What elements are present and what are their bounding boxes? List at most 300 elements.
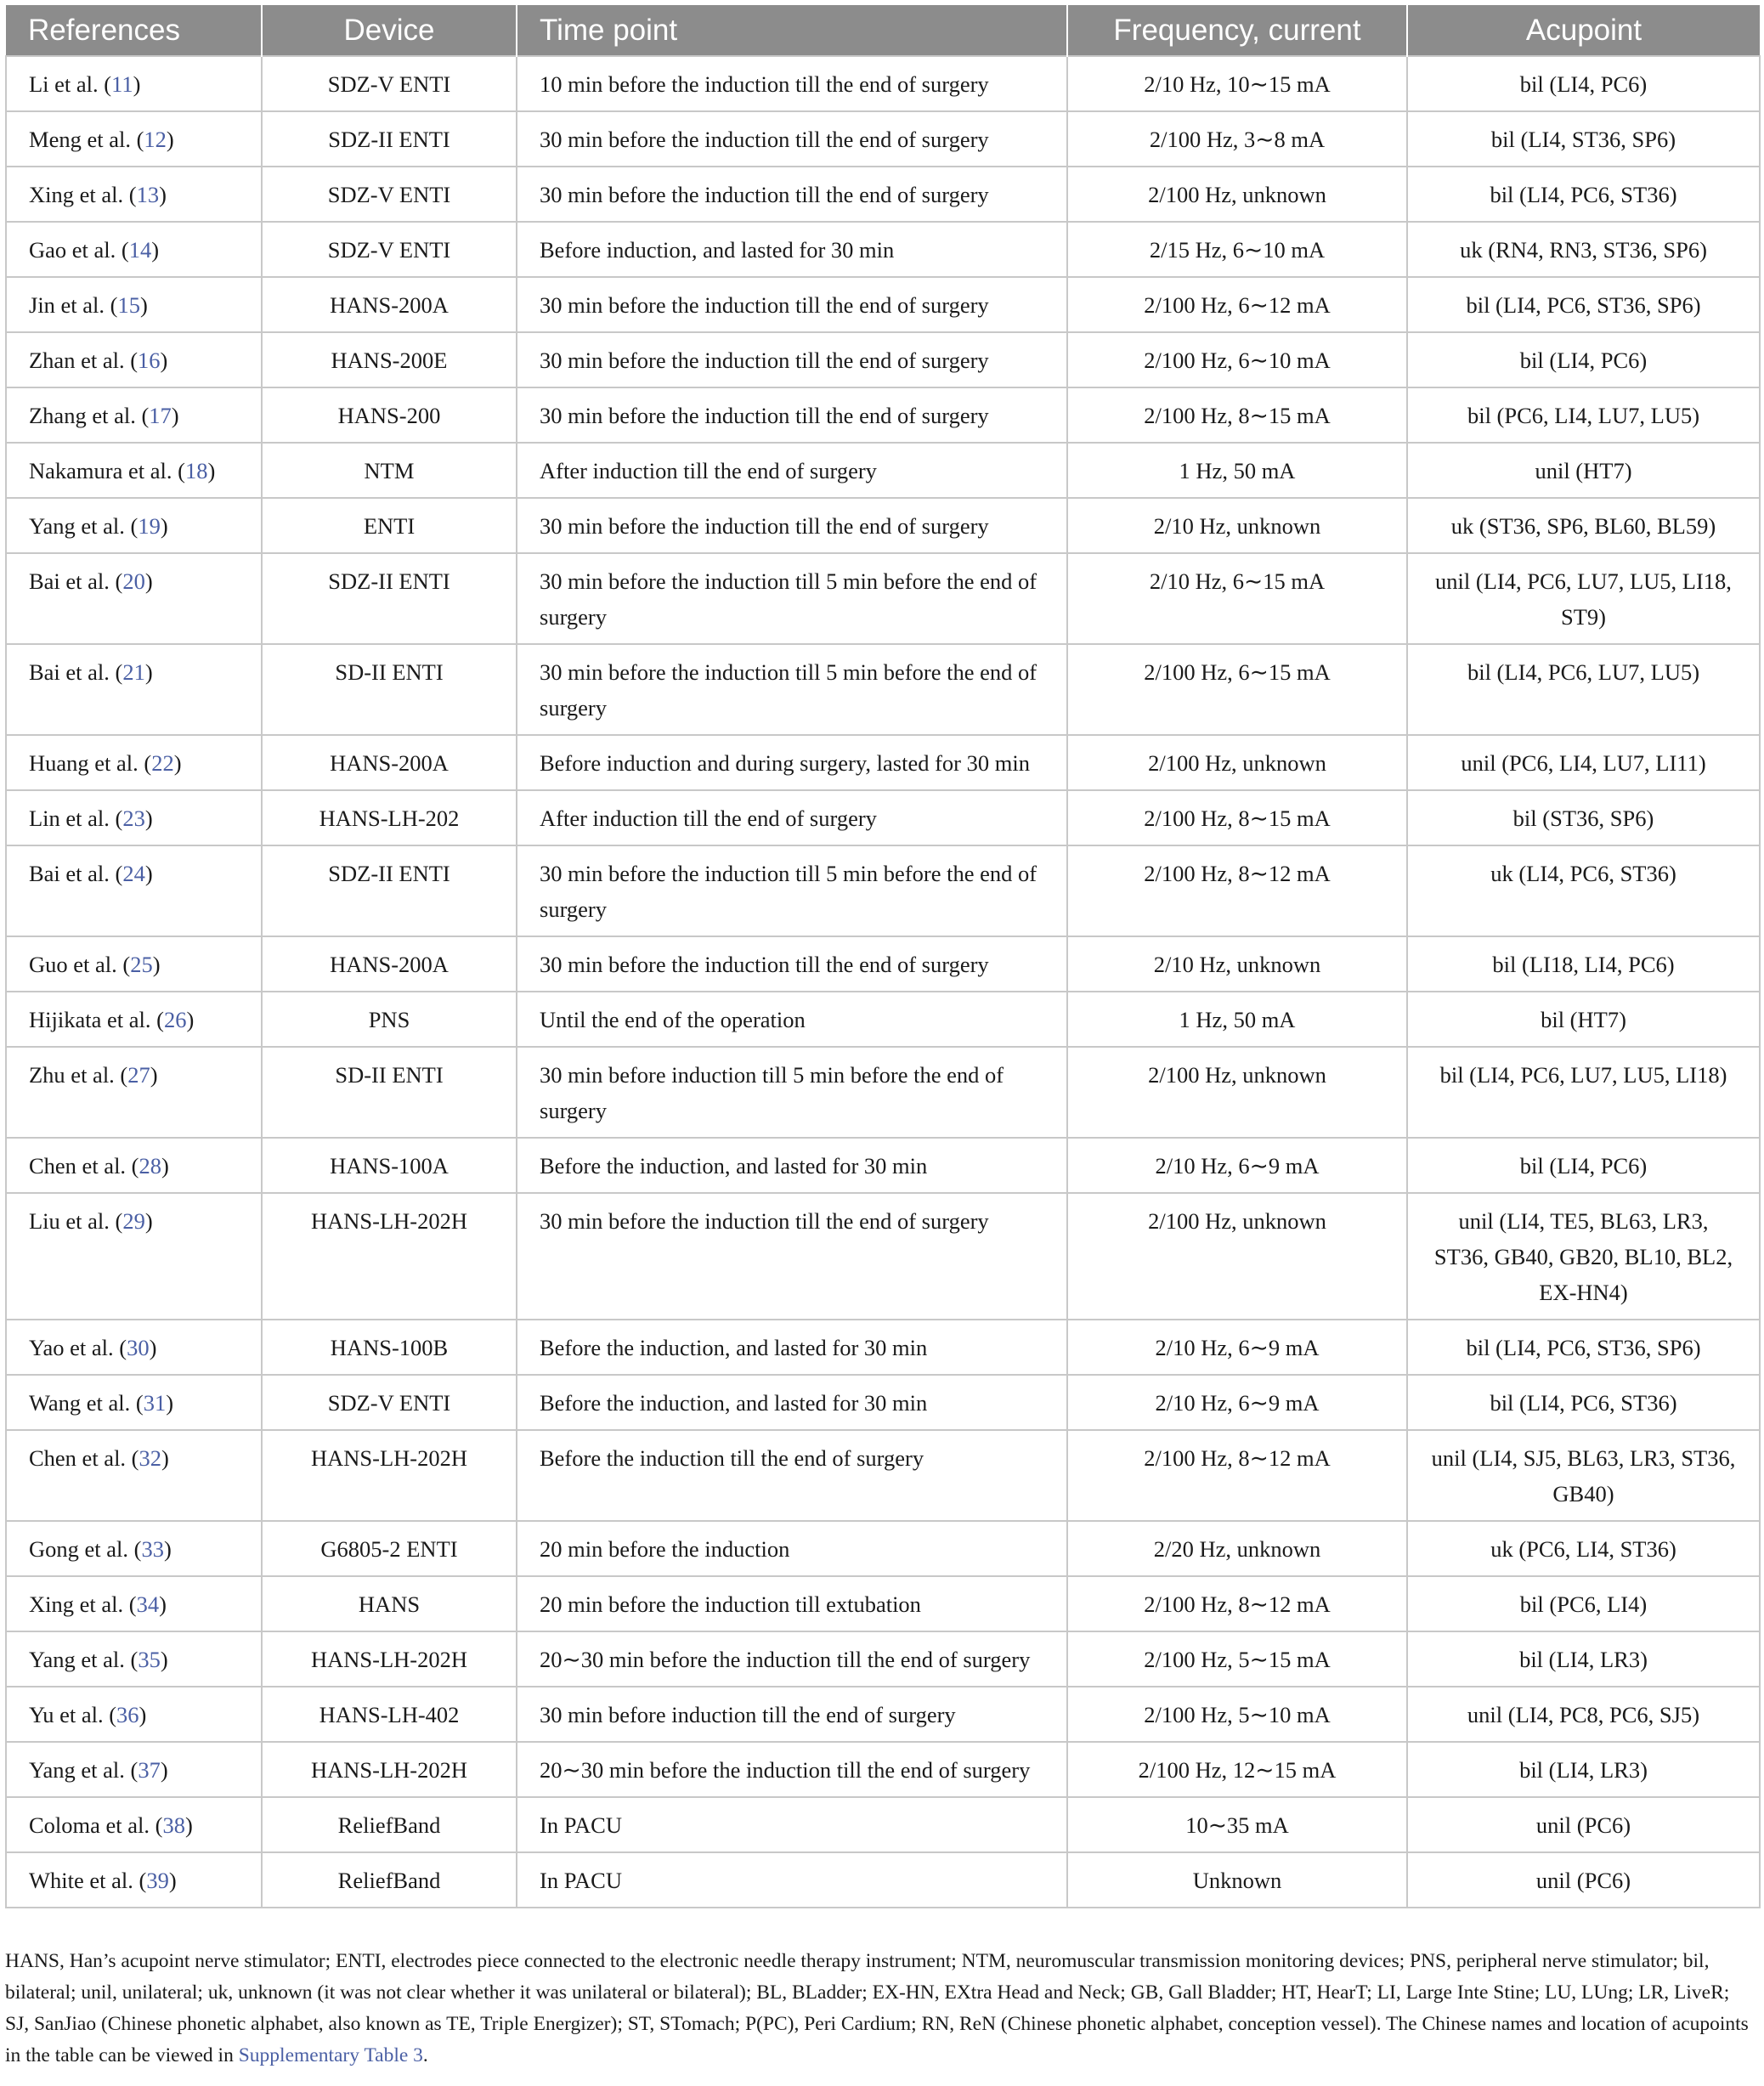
reference-author: Huang et al. ( xyxy=(29,750,152,776)
table-row xyxy=(6,936,1760,992)
acupoint-text: bil (LI4, PC6, ST36, SP6) xyxy=(1466,292,1701,318)
reference-number-link[interactable]: 14 xyxy=(128,237,152,263)
reference-author: Bai et al. ( xyxy=(29,568,123,594)
reference-number-link[interactable]: 32 xyxy=(139,1445,162,1471)
cell-reference xyxy=(6,167,262,222)
reference-author: Guo et al. ( xyxy=(29,952,131,977)
table-row xyxy=(6,1852,1760,1908)
table-row xyxy=(6,1521,1760,1576)
reference-number-link[interactable]: 29 xyxy=(122,1208,145,1234)
cell-reference xyxy=(6,735,262,790)
table-row xyxy=(6,1797,1760,1852)
reference-number-link[interactable]: 30 xyxy=(127,1335,150,1360)
time-point-text: In PACU xyxy=(540,1812,622,1838)
time-point-text: After induction till the end of surgery xyxy=(540,806,877,831)
cell-frequency-current xyxy=(1067,1430,1407,1521)
reference-close-paren: ) xyxy=(144,568,153,594)
cell-time-point xyxy=(517,1797,1067,1852)
cell-reference xyxy=(6,1193,262,1320)
cell-device xyxy=(262,644,517,735)
frequency-text: 2/100 Hz, 3∼8 mA xyxy=(1149,127,1326,152)
cell-device xyxy=(262,1375,517,1430)
cell-frequency-current xyxy=(1067,498,1407,553)
table-row xyxy=(6,1193,1760,1320)
cell-device xyxy=(262,1631,517,1687)
cell-device xyxy=(262,936,517,992)
acupoint-text: unil (LI4, PC8, PC6, SJ5) xyxy=(1467,1702,1700,1727)
cell-device xyxy=(262,1576,517,1631)
time-point-text: 30 min before the induction till 5 min before the end of surgery xyxy=(540,659,1037,721)
cell-frequency-current xyxy=(1067,1687,1407,1742)
cell-device xyxy=(262,553,517,644)
device-text: SD-II ENTI xyxy=(335,1062,444,1088)
references-table xyxy=(5,5,1761,1908)
device-text: HANS-LH-202H xyxy=(310,1445,467,1471)
device-text: HANS-200 xyxy=(337,403,441,428)
acupoint-text: bil (HT7) xyxy=(1541,1007,1626,1032)
reference-close-paren: ) xyxy=(171,403,179,428)
cell-frequency-current xyxy=(1067,1193,1407,1320)
reference-close-paren: ) xyxy=(168,1868,177,1893)
cell-time-point xyxy=(517,277,1067,332)
acupoint-text: uk (LI4, PC6, ST36) xyxy=(1490,861,1676,886)
cell-time-point xyxy=(517,1687,1067,1742)
frequency-text: 2/100 Hz, 5∼15 mA xyxy=(1144,1647,1331,1672)
cell-time-point xyxy=(517,1852,1067,1908)
reference-number-link[interactable]: 35 xyxy=(138,1647,161,1672)
header-references: References xyxy=(6,5,262,56)
footnote-end: . xyxy=(422,2044,428,2066)
acupoint-text: bil (LI4, PC6, ST36) xyxy=(1490,1390,1677,1416)
device-text: HANS-LH-202H xyxy=(310,1208,467,1234)
time-point-text: Before the induction, and lasted for 30 min xyxy=(540,1335,928,1360)
frequency-text: 2/100 Hz, unknown xyxy=(1148,1062,1326,1088)
frequency-text: 2/10 Hz, unknown xyxy=(1153,952,1321,977)
frequency-text: 2/100 Hz, unknown xyxy=(1148,750,1326,776)
cell-time-point xyxy=(517,1576,1067,1631)
cell-device xyxy=(262,1193,517,1320)
table-row xyxy=(6,1375,1760,1430)
frequency-text: 2/100 Hz, 8∼12 mA xyxy=(1144,861,1331,886)
cell-reference xyxy=(6,1320,262,1375)
references-table-container xyxy=(5,5,1759,1908)
device-text: HANS-100B xyxy=(330,1335,449,1360)
acupoint-text: unil (LI4, PC6, LU7, LU5, LI18, ST9) xyxy=(1435,568,1732,630)
time-point-text: Before the induction, and lasted for 30 min xyxy=(540,1153,928,1179)
cell-reference xyxy=(6,1687,262,1742)
reference-number-link[interactable]: 23 xyxy=(122,806,145,831)
cell-time-point xyxy=(517,1193,1067,1320)
frequency-text: 2/100 Hz, 5∼10 mA xyxy=(1144,1702,1331,1727)
cell-acupoint xyxy=(1407,936,1760,992)
cell-device xyxy=(262,992,517,1047)
cell-time-point xyxy=(517,1320,1067,1375)
cell-time-point xyxy=(517,1138,1067,1193)
reference-author: Gao et al. ( xyxy=(29,237,129,263)
reference-number-link[interactable]: 28 xyxy=(139,1153,162,1179)
header-time-point: Time point xyxy=(517,5,1067,56)
reference-number-link[interactable]: 19 xyxy=(138,513,161,539)
cell-reference xyxy=(6,1631,262,1687)
table-row xyxy=(6,1631,1760,1687)
device-text: HANS-200E xyxy=(331,348,448,373)
cell-time-point xyxy=(517,332,1067,387)
table-row xyxy=(6,1138,1760,1193)
acupoint-text: unil (HT7) xyxy=(1535,458,1632,483)
cell-reference xyxy=(6,222,262,277)
time-point-text: Before the induction till the end of surgery xyxy=(540,1445,924,1471)
cell-device xyxy=(262,111,517,167)
cell-frequency-current xyxy=(1067,222,1407,277)
cell-reference xyxy=(6,1138,262,1193)
cell-device xyxy=(262,1047,517,1138)
reference-author: Coloma et al. ( xyxy=(29,1812,163,1838)
acupoint-text: uk (ST36, SP6, BL60, BL59) xyxy=(1450,513,1716,539)
time-point-text: 30 min before the induction till the end of surgery xyxy=(540,292,989,318)
reference-close-paren: ) xyxy=(160,1647,168,1672)
cell-frequency-current xyxy=(1067,1852,1407,1908)
acupoint-text: unil (PC6, LI4, LU7, LI11) xyxy=(1461,750,1706,776)
cell-device xyxy=(262,277,517,332)
reference-close-paren: ) xyxy=(160,513,168,539)
cell-frequency-current xyxy=(1067,277,1407,332)
acupoint-text: bil (LI4, PC6) xyxy=(1519,348,1648,373)
time-point-text: 30 min before the induction till 5 min before the end of surgery xyxy=(540,861,1037,922)
time-point-text: 20∼30 min before the induction till the end of surgery xyxy=(540,1757,1031,1783)
reference-number-link[interactable]: 27 xyxy=(127,1062,150,1088)
device-text: ENTI xyxy=(363,513,416,539)
cell-device xyxy=(262,222,517,277)
reference-number-link[interactable]: 21 xyxy=(122,659,145,685)
device-text: ReliefBand xyxy=(337,1812,441,1838)
cell-acupoint xyxy=(1407,644,1760,735)
reference-number-link[interactable]: 17 xyxy=(149,403,172,428)
device-text: HANS-LH-202H xyxy=(310,1757,467,1783)
time-point-text: 30 min before the induction till the end of surgery xyxy=(540,127,989,152)
cell-acupoint xyxy=(1407,1631,1760,1687)
frequency-text: 10∼35 mA xyxy=(1185,1812,1289,1838)
reference-number-link[interactable]: 39 xyxy=(146,1868,169,1893)
cell-reference xyxy=(6,1430,262,1521)
table-footnote xyxy=(5,1946,1756,2072)
reference-close-paren: ) xyxy=(144,659,153,685)
cell-frequency-current xyxy=(1067,332,1407,387)
cell-frequency-current xyxy=(1067,790,1407,845)
cell-frequency-current xyxy=(1067,443,1407,498)
cell-frequency-current xyxy=(1067,1576,1407,1631)
cell-acupoint xyxy=(1407,1320,1760,1375)
cell-time-point xyxy=(517,167,1067,222)
acupoint-text: uk (RN4, RN3, ST36, SP6) xyxy=(1460,237,1707,263)
time-point-text: 10 min before the induction till the end of surgery xyxy=(540,71,989,97)
frequency-text: 2/100 Hz, 6∼15 mA xyxy=(1144,659,1331,685)
cell-reference xyxy=(6,387,262,443)
acupoint-text: bil (PC6, LI4) xyxy=(1519,1591,1648,1617)
cell-device xyxy=(262,1742,517,1797)
frequency-text: 2/100 Hz, 6∼12 mA xyxy=(1144,292,1331,318)
acupoint-text: bil (LI4, PC6, LU7, LU5) xyxy=(1467,659,1700,685)
cell-acupoint xyxy=(1407,1687,1760,1742)
device-text: HANS-200A xyxy=(330,952,449,977)
cell-reference xyxy=(6,111,262,167)
frequency-text: 1 Hz, 50 mA xyxy=(1179,1007,1296,1032)
cell-device xyxy=(262,167,517,222)
cell-acupoint xyxy=(1407,1521,1760,1576)
time-point-text: 20 min before the induction xyxy=(540,1536,790,1562)
time-point-text: 20∼30 min before the induction till the end of surgery xyxy=(540,1647,1031,1672)
cell-frequency-current xyxy=(1067,845,1407,936)
reference-number-link[interactable]: 38 xyxy=(162,1812,185,1838)
table-row xyxy=(6,167,1760,222)
cell-time-point xyxy=(517,1430,1067,1521)
cell-acupoint xyxy=(1407,1138,1760,1193)
reference-author: Xing et al. ( xyxy=(29,1591,137,1617)
reference-number-link[interactable]: 24 xyxy=(122,861,145,886)
cell-device xyxy=(262,790,517,845)
frequency-text: 2/15 Hz, 6∼10 mA xyxy=(1149,237,1326,263)
time-point-text: Until the end of the operation xyxy=(540,1007,806,1032)
cell-device xyxy=(262,443,517,498)
supplementary-table-link[interactable]: Supplementary Table 3 xyxy=(238,2044,423,2066)
acupoint-text: bil (LI4, LR3) xyxy=(1519,1647,1648,1672)
header-acupoint: Acupoint xyxy=(1407,5,1760,56)
cell-reference xyxy=(6,553,262,644)
frequency-text: 2/100 Hz, 12∼15 mA xyxy=(1138,1757,1337,1783)
cell-time-point xyxy=(517,443,1067,498)
frequency-text: 1 Hz, 50 mA xyxy=(1179,458,1296,483)
time-point-text: 30 min before the induction till the end of surgery xyxy=(540,182,989,207)
cell-reference xyxy=(6,1742,262,1797)
cell-frequency-current xyxy=(1067,1047,1407,1138)
reference-close-paren: ) xyxy=(160,348,168,373)
reference-close-paren: ) xyxy=(161,1445,169,1471)
frequency-text: 2/100 Hz, 8∼12 mA xyxy=(1144,1591,1331,1617)
cell-time-point xyxy=(517,735,1067,790)
cell-frequency-current xyxy=(1067,111,1407,167)
cell-reference xyxy=(6,1852,262,1908)
frequency-text: Unknown xyxy=(1192,1868,1282,1893)
acupoint-text: unil (PC6) xyxy=(1535,1812,1631,1838)
cell-acupoint xyxy=(1407,553,1760,644)
device-text: HANS-LH-402 xyxy=(319,1702,460,1727)
reference-author: White et al. ( xyxy=(29,1868,147,1893)
reference-close-paren: ) xyxy=(166,1390,174,1416)
cell-frequency-current xyxy=(1067,1742,1407,1797)
cell-time-point xyxy=(517,1047,1067,1138)
cell-reference xyxy=(6,1375,262,1430)
header-frequency-current: Frequency, current xyxy=(1067,5,1407,56)
reference-author: Wang et al. ( xyxy=(29,1390,144,1416)
cell-frequency-current xyxy=(1067,1320,1407,1375)
cell-acupoint xyxy=(1407,1742,1760,1797)
cell-acupoint xyxy=(1407,1576,1760,1631)
table-body xyxy=(6,56,1760,1908)
cell-reference xyxy=(6,1521,262,1576)
device-text: SDZ-II ENTI xyxy=(328,127,450,152)
reference-close-paren: ) xyxy=(149,1335,157,1360)
cell-device xyxy=(262,56,517,111)
reference-close-paren: ) xyxy=(173,750,182,776)
time-point-text: In PACU xyxy=(540,1868,622,1893)
cell-acupoint xyxy=(1407,992,1760,1047)
cell-reference xyxy=(6,277,262,332)
cell-acupoint xyxy=(1407,56,1760,111)
reference-author: Chen et al. ( xyxy=(29,1445,139,1471)
table-row xyxy=(6,1687,1760,1742)
cell-time-point xyxy=(517,936,1067,992)
reference-close-paren: ) xyxy=(152,952,161,977)
acupoint-text: uk (PC6, LI4, ST36) xyxy=(1490,1536,1676,1562)
cell-device xyxy=(262,845,517,936)
acupoint-text: bil (LI4, ST36, SP6) xyxy=(1490,127,1676,152)
reference-author: Yao et al. ( xyxy=(29,1335,127,1360)
device-text: SD-II ENTI xyxy=(335,659,444,685)
cell-frequency-current xyxy=(1067,1138,1407,1193)
cell-acupoint xyxy=(1407,332,1760,387)
reference-close-paren: ) xyxy=(166,127,174,152)
cell-device xyxy=(262,1430,517,1521)
cell-time-point xyxy=(517,1521,1067,1576)
cell-time-point xyxy=(517,992,1067,1047)
table-row xyxy=(6,1047,1760,1138)
cell-time-point xyxy=(517,498,1067,553)
time-point-text: 30 min before the induction till 5 min before the end of surgery xyxy=(540,568,1037,630)
time-point-text: After induction till the end of surgery xyxy=(540,458,877,483)
cell-acupoint xyxy=(1407,1375,1760,1430)
cell-time-point xyxy=(517,845,1067,936)
cell-reference xyxy=(6,498,262,553)
cell-time-point xyxy=(517,790,1067,845)
cell-frequency-current xyxy=(1067,936,1407,992)
frequency-text: 2/10 Hz, 6∼9 mA xyxy=(1155,1335,1320,1360)
cell-time-point xyxy=(517,1742,1067,1797)
cell-reference xyxy=(6,443,262,498)
cell-acupoint xyxy=(1407,387,1760,443)
reference-number-link[interactable]: 11 xyxy=(111,71,133,97)
acupoint-text: bil (LI4, PC6) xyxy=(1519,1153,1648,1179)
frequency-text: 2/10 Hz, 6∼15 mA xyxy=(1149,568,1326,594)
reference-number-link[interactable]: 31 xyxy=(143,1390,167,1416)
reference-number-link[interactable]: 22 xyxy=(151,750,174,776)
table-row xyxy=(6,1320,1760,1375)
reference-number-link[interactable]: 15 xyxy=(117,292,140,318)
cell-time-point xyxy=(517,644,1067,735)
reference-number-link[interactable]: 18 xyxy=(184,458,208,483)
cell-frequency-current xyxy=(1067,735,1407,790)
reference-author: Yu et al. ( xyxy=(29,1702,117,1727)
reference-close-paren: ) xyxy=(207,458,216,483)
time-point-text: 30 min before the induction till the end of surgery xyxy=(540,513,989,539)
table-row xyxy=(6,498,1760,553)
frequency-text: 2/100 Hz, 6∼10 mA xyxy=(1144,348,1331,373)
reference-author: Zhang et al. ( xyxy=(29,403,150,428)
reference-close-paren: ) xyxy=(159,182,167,207)
reference-author: Hijikata et al. ( xyxy=(29,1007,164,1032)
reference-number-link[interactable]: 36 xyxy=(116,1702,139,1727)
reference-number-link[interactable]: 26 xyxy=(163,1007,187,1032)
reference-author: Chen et al. ( xyxy=(29,1153,139,1179)
reference-author: Xing et al. ( xyxy=(29,182,137,207)
reference-author: Jin et al. ( xyxy=(29,292,118,318)
time-point-text: 30 min before the induction till the end of surgery xyxy=(540,348,989,373)
device-text: SDZ-II ENTI xyxy=(328,861,450,886)
device-text: NTM xyxy=(364,458,415,483)
reference-author: Yang et al. ( xyxy=(29,1757,139,1783)
time-point-text: 30 min before the induction till the end of surgery xyxy=(540,1208,989,1234)
reference-number-link[interactable]: 33 xyxy=(141,1536,164,1562)
cell-reference xyxy=(6,1576,262,1631)
cell-frequency-current xyxy=(1067,1521,1407,1576)
reference-close-paren: ) xyxy=(139,1702,147,1727)
table-row xyxy=(6,332,1760,387)
reference-close-paren: ) xyxy=(160,1757,168,1783)
cell-acupoint xyxy=(1407,1193,1760,1320)
cell-device xyxy=(262,387,517,443)
reference-author: Lin et al. ( xyxy=(29,806,123,831)
reference-number-link[interactable]: 37 xyxy=(138,1757,161,1783)
cell-time-point xyxy=(517,1631,1067,1687)
frequency-text: 2/100 Hz, unknown xyxy=(1148,1208,1326,1234)
cell-device xyxy=(262,1797,517,1852)
table-row xyxy=(6,992,1760,1047)
table-row xyxy=(6,644,1760,735)
device-text: HANS-LH-202 xyxy=(319,806,460,831)
reference-author: Bai et al. ( xyxy=(29,659,123,685)
time-point-text: 20 min before the induction till extubation xyxy=(540,1591,921,1617)
reference-number-link[interactable]: 16 xyxy=(138,348,161,373)
time-point-text: Before induction, and lasted for 30 min xyxy=(540,237,895,263)
table-row xyxy=(6,1742,1760,1797)
cell-acupoint xyxy=(1407,1047,1760,1138)
cell-reference xyxy=(6,1047,262,1138)
cell-reference xyxy=(6,992,262,1047)
acupoint-text: unil (LI4, SJ5, BL63, LR3, ST36, GB40) xyxy=(1431,1445,1736,1507)
frequency-text: 2/10 Hz, unknown xyxy=(1153,513,1321,539)
reference-close-paren: ) xyxy=(185,1812,193,1838)
reference-number-link[interactable]: 12 xyxy=(144,127,167,152)
cell-acupoint xyxy=(1407,498,1760,553)
cell-time-point xyxy=(517,56,1067,111)
cell-time-point xyxy=(517,553,1067,644)
acupoint-text: bil (LI4, PC6) xyxy=(1519,71,1648,97)
table-row xyxy=(6,387,1760,443)
cell-acupoint xyxy=(1407,443,1760,498)
reference-number-link[interactable]: 34 xyxy=(136,1591,160,1617)
reference-number-link[interactable]: 13 xyxy=(136,182,160,207)
cell-time-point xyxy=(517,222,1067,277)
cell-time-point xyxy=(517,1375,1067,1430)
frequency-text: 2/100 Hz, 8∼15 mA xyxy=(1144,806,1331,831)
cell-frequency-current xyxy=(1067,1631,1407,1687)
frequency-text: 2/100 Hz, 8∼15 mA xyxy=(1144,403,1331,428)
reference-close-paren: ) xyxy=(186,1007,195,1032)
acupoint-text: bil (LI4, PC6, ST36) xyxy=(1490,182,1677,207)
cell-time-point xyxy=(517,111,1067,167)
cell-frequency-current xyxy=(1067,644,1407,735)
table-row xyxy=(6,845,1760,936)
reference-number-link[interactable]: 20 xyxy=(122,568,145,594)
time-point-text: Before induction and during surgery, lasted for 30 min xyxy=(540,750,1030,776)
frequency-text: 2/100 Hz, 8∼12 mA xyxy=(1144,1445,1331,1471)
cell-frequency-current xyxy=(1067,167,1407,222)
cell-reference xyxy=(6,644,262,735)
device-text: HANS-100A xyxy=(330,1153,449,1179)
frequency-text: 2/100 Hz, unknown xyxy=(1148,182,1326,207)
acupoint-text: bil (PC6, LI4, LU7, LU5) xyxy=(1467,403,1700,428)
table-row xyxy=(6,277,1760,332)
acupoint-text: bil (ST36, SP6) xyxy=(1512,806,1654,831)
reference-number-link[interactable]: 25 xyxy=(130,952,153,977)
